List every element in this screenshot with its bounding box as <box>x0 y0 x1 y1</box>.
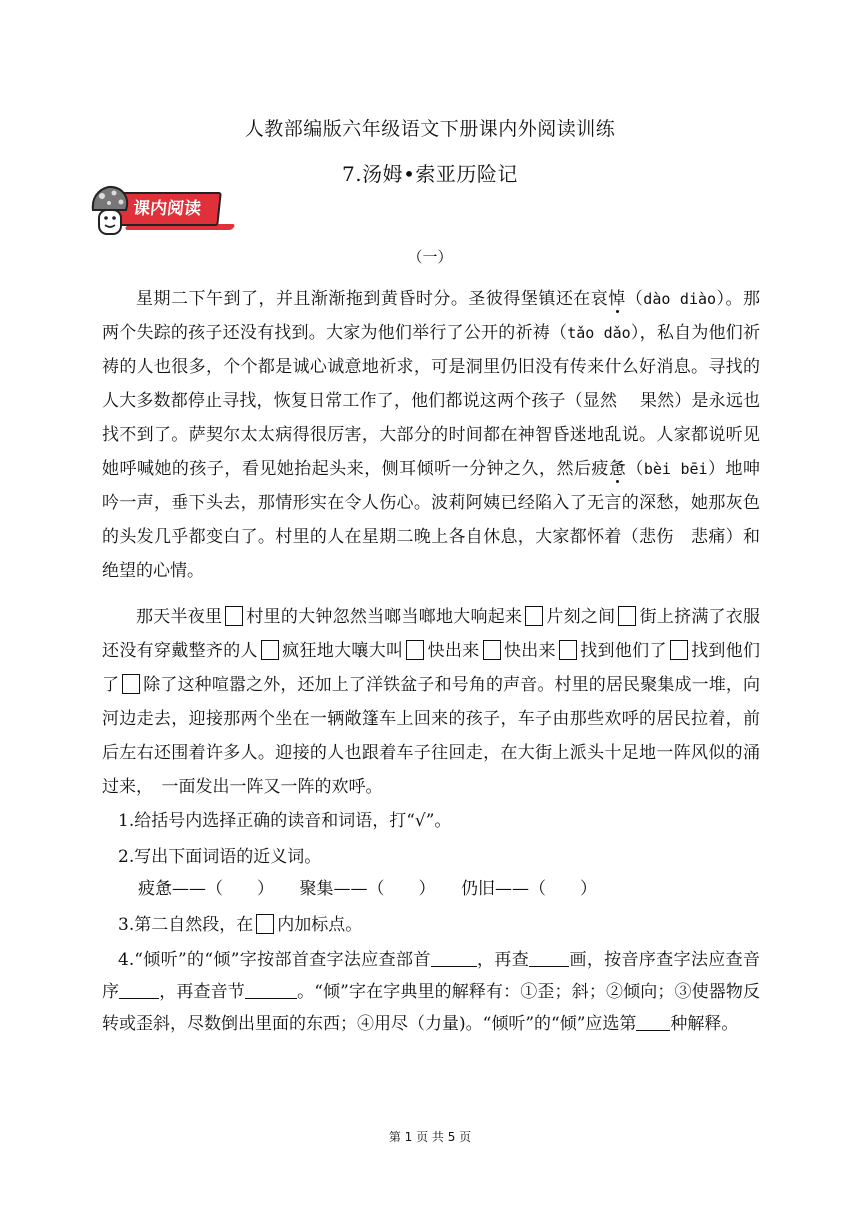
punctuation-box[interactable] <box>406 640 424 660</box>
section-marker: （一） <box>407 248 453 266</box>
p2-seg: 街上挤满了衣服还没有穿戴整齐的人 <box>102 607 761 661</box>
pinyin-choice: bèi bēi <box>643 460 708 478</box>
badge-label: 课内阅读 <box>112 192 222 226</box>
answer-blank[interactable] <box>245 980 297 999</box>
lesson-title: 7.汤姆•索亚历险记 <box>342 162 518 186</box>
answer-blank[interactable] <box>431 948 477 967</box>
p2-seg: 快出来 <box>503 641 556 661</box>
q3-text: 3.第二自然段，在 <box>118 915 254 935</box>
punctuation-box[interactable] <box>525 606 543 626</box>
punctuation-box[interactable] <box>261 640 279 660</box>
page-footer: 第 1 页 共 5 页 <box>388 1130 472 1144</box>
q4-text: ，再查音节 <box>159 982 245 1002</box>
q4-text: ，再查 <box>476 950 530 970</box>
p2-seg: 村里的大钟忽然当啷当啷地大响起来 <box>246 607 523 627</box>
dotted-char: 惫 <box>608 459 627 479</box>
p2-seg: 找到他们了 <box>579 641 667 661</box>
mushroom-mascot-icon <box>90 184 130 240</box>
p1-bracket-open: （ <box>626 459 644 479</box>
question-3 <box>118 912 362 938</box>
paragraph-1 <box>102 282 760 588</box>
q3-text: 内加标点。 <box>277 915 363 935</box>
pinyin-choice: dào diào <box>643 290 717 308</box>
p2-seg: 快出来 <box>427 641 480 661</box>
p1-text-a: 星期二下午到了，并且渐渐拖到黄昏时分。圣彼得堡镇还在哀 <box>136 289 609 309</box>
punctuation-box-sample <box>256 914 274 934</box>
p2-seg: 那天半夜里 <box>136 607 223 627</box>
punctuation-box[interactable] <box>122 674 140 694</box>
p2-seg: 疯狂地大嚷大叫 <box>281 641 404 661</box>
punctuation-box[interactable] <box>483 640 501 660</box>
q4-text: 种解释。 <box>670 1014 739 1034</box>
q4-text: 。“倾”字在字典里的解释有：①歪；斜；②倾向；③使器物反转或歪斜，尽数倒出里面的东西；④用尽（力量)。“倾听”的“倾”应选第 <box>102 982 761 1034</box>
question-2-words: 疲惫——（ ） 聚集——（ ） 仍旧——（ ） <box>138 879 597 899</box>
q4-text: 画，按音序查字法应查音序 <box>102 950 761 1002</box>
answer-blank[interactable] <box>529 948 569 967</box>
p1-text-k: ）地呻吟一声，垂下头去，那情形实在令人伤心。波莉阿姨已经陷入了无言的深愁，她那灰色的头发几乎都变白了。村里的人在星期二晚上各自休息，大家都怀着（悲伤 悲痛）和绝望的心情。 <box>102 459 761 581</box>
p1-text-g: ），私自为他们祈祷的人也很多，个个都是诚心诚意地祈求，可是洞里仍旧没有传来什么好消息。寻找的人大多数都停止寻找，恢复日常工作了，他们都说这两个孩子（显然 果然）是永远也找不到了。萨契尔太太病得很厉害，大部分的时间都在神智昏迷地乱说。人家都说听见她呼喊她的孩子，看见她抬起头来，侧耳倾听一分钟之久，然后疲 <box>102 323 761 479</box>
question-1: 1.给括号内选择正确的读音和词语，打“√”。 <box>118 811 452 831</box>
answer-blank[interactable] <box>636 1012 670 1031</box>
answer-blank[interactable] <box>119 980 159 999</box>
question-4 <box>102 944 760 1040</box>
p2-seg: 除了这种喧嚣之外，还加上了洋铁盆子和号角的声音。村里的居民聚集成一堆，向河边走去，迎接那两个坐在一辆敞篷车上回来的孩子，车子由那些欢呼的居民拉着，前后左右还围着许多人。迎接的人也跟着车子往回走，在大街上派头十足地一阵风似的涌过来， 一面发出一阵又一阵的欢呼。 <box>102 675 761 797</box>
pinyin-choice: tǎo dǎo <box>567 324 631 342</box>
document-title: 人教部编版六年级语文下册课内外阅读训练 <box>244 118 616 140</box>
punctuation-box[interactable] <box>559 640 577 660</box>
dotted-char: 悼 <box>608 289 626 309</box>
q4-text: 4.“倾听”的“倾”字按部首查字法应查部首 <box>118 950 431 970</box>
p2-seg: 找到他们了 <box>102 641 761 695</box>
p1-bracket-open: （ <box>625 289 644 309</box>
question-2: 2.写出下面词语的近义词。 <box>118 847 322 867</box>
p2-seg: 片刻之间 <box>546 607 616 627</box>
punctuation-box[interactable] <box>670 640 688 660</box>
punctuation-box[interactable] <box>225 606 243 626</box>
paragraph-2 <box>102 600 760 804</box>
reading-badge <box>90 184 230 242</box>
p1-text-e: ）。那两个失踪的孩子还没有找到。大家为他们举行了公开的祈祷（ <box>102 289 761 343</box>
punctuation-box[interactable] <box>618 606 636 626</box>
